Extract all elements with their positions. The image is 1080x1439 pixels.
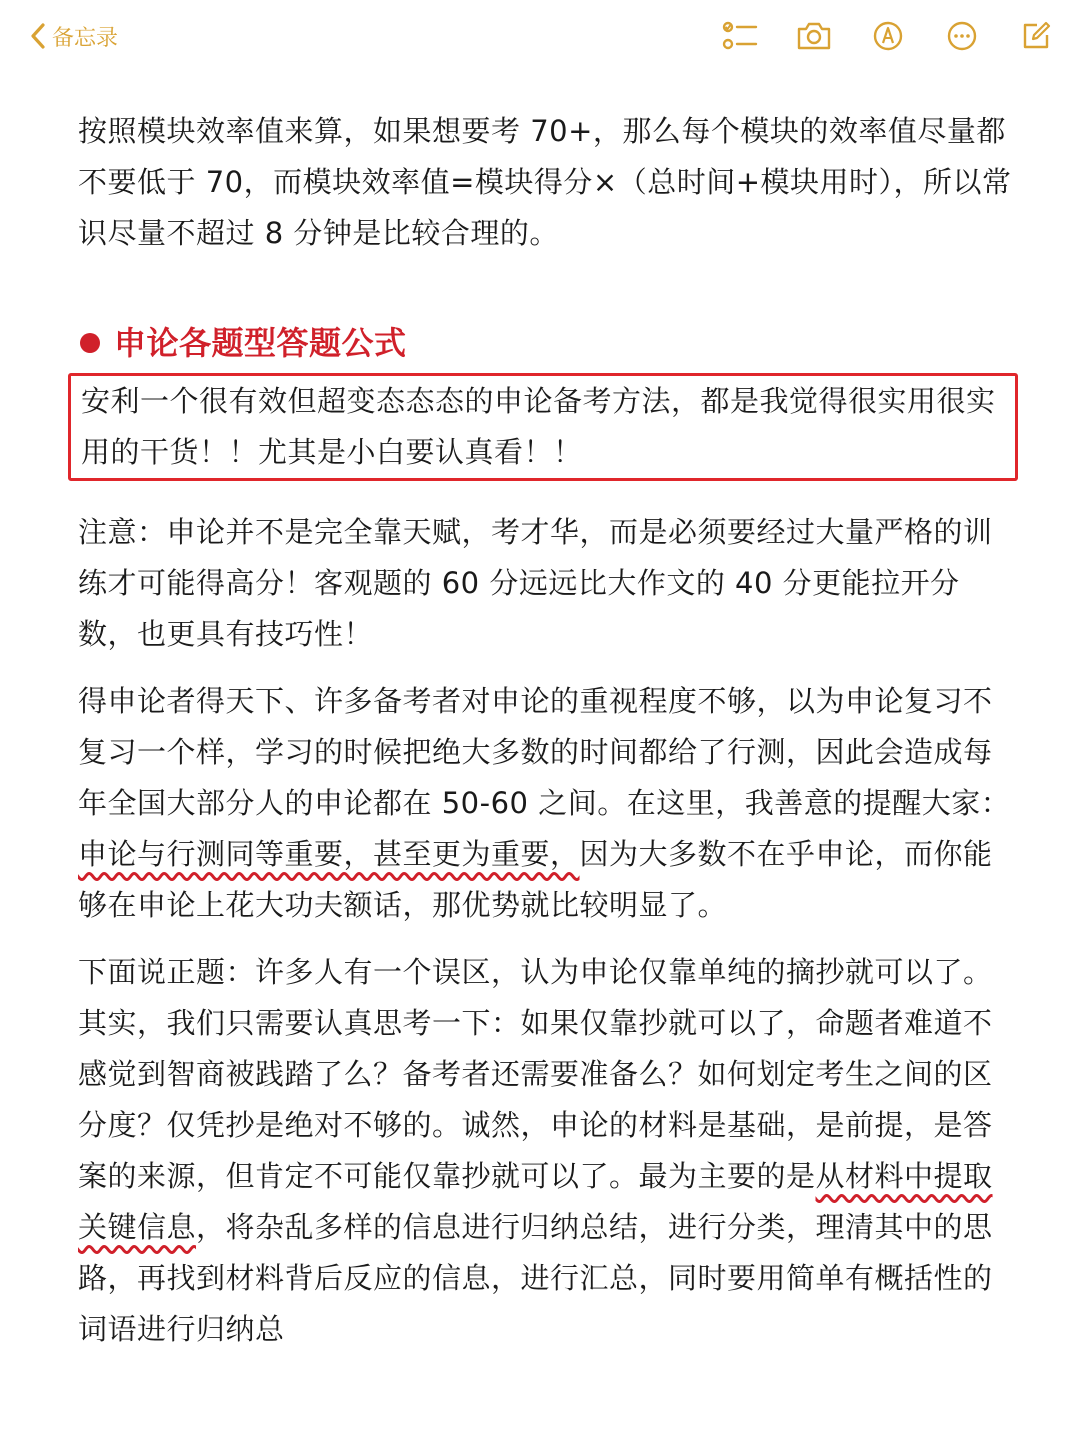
checklist-icon[interactable] [720,16,760,56]
top-navigation-bar [0,0,1080,72]
camera-icon[interactable] [794,16,834,56]
highlight-callout-box [68,373,1018,481]
back-button-label: 备忘录 [52,25,119,51]
callout-text: 安利一个很有效但超变态态态的申论备考方法，都是我觉得很实用很实用的干货！！尤其是小白要认真看！！ [81,384,996,469]
section-heading-text: 申论各题型答题公式 [114,324,407,362]
paragraph-main-topic-text-a: 下面说正题：许多人有一个误区，认为申论仅靠单纯的摘抄就可以了。其实，我们只需要认真思考一下：如果仅靠抄就可以了，命题者难道不感觉到智商被践踏了么？备考者还需要准备么？如何划定考生之间的区分度？仅凭抄是绝对不够的。诚然，申论的材料是基础，是前提，是答案的来源，但肯定不可能仅靠抄就可以了。最为主要的是 [78,955,993,1193]
paragraph-attention: 注意：申论并不是完全靠天赋，考才华，而是必须要经过大量严格的训练才可能得高分！客观题的 60 分远远比大作文的 40 分更能拉开分数，也更具有技巧性！ [78,515,993,651]
paragraph-main-topic-text-b: ，将杂乱多样的信息进行归纳总结，进行分类，理清其中的思路，再找到材料背后反应的信息，进行汇总，同时要用简单有概括性的词语进行归纳总 [78,1210,993,1346]
compose-icon[interactable] [1016,16,1056,56]
more-icon[interactable] [942,16,982,56]
note-body[interactable] [78,106,1018,1355]
paragraph-efficiency: 按照模块效率值来算，如果想要考 70+，那么每个模块的效率值尽量都不要低于 70，而模块效率值=模块得分×（总时间+模块用时），所以常识尽量不超过 8 分钟是比较合理的。 [78,114,1012,250]
underlined-key-info: 从材料中提取关键信息 [78,1159,993,1244]
note-title-blurred [380,16,700,60]
toolbar-icons [720,16,1056,56]
paragraph-importance-text-a: 得申论者得天下、许多备考者对申论的重视程度不够，以为申论复习不复习一个样，学习的时候把绝大多数的时间都给了行测，因此会造成每年全国大部分人的申论都在 50-60 之间。在这里，我善意的提醒大家： [78,684,1011,820]
paragraph-main-topic [78,947,1018,1355]
paragraph-importance-text-b: 因为大多数不在乎申论，而你能够在申论上花大功夫额话，那优势就比较明显了。 [78,837,993,922]
section-heading [78,321,1018,365]
chevron-left-icon [30,22,46,50]
bullet-dot-icon [80,333,100,353]
underlined-emphasis: 申论与行测同等重要，甚至更为重要， [78,837,580,871]
back-button[interactable] [30,18,118,54]
paragraph-importance [78,676,1018,931]
markup-pen-icon[interactable] [868,16,908,56]
